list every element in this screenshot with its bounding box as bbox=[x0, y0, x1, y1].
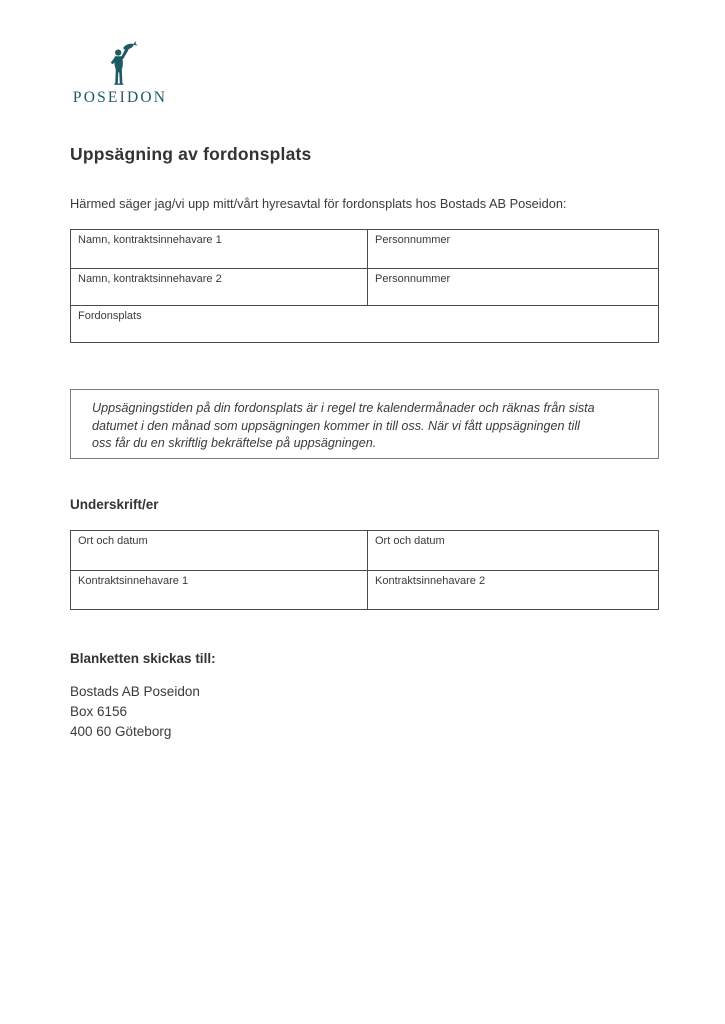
address-line-city: 400 60 Göteborg bbox=[70, 724, 172, 739]
notice-line: oss får du en skriftlig bekräftelse på uppsägningen. bbox=[92, 436, 377, 450]
field-signature-holder1: Kontraktsinnehavare 1 bbox=[71, 571, 368, 609]
notice-box bbox=[70, 389, 659, 459]
table-row bbox=[71, 230, 658, 268]
address-line-company: Bostads AB Poseidon bbox=[70, 684, 200, 699]
field-name-holder2: Namn, kontraktsinnehavare 2 bbox=[71, 269, 368, 305]
signature-table bbox=[70, 530, 659, 610]
table-row bbox=[71, 268, 658, 305]
field-fordonsplats: Fordonsplats bbox=[78, 310, 142, 322]
field-place-date-2: Ort och datum bbox=[375, 535, 445, 547]
field-personnummer-1: Personnummer bbox=[375, 234, 451, 246]
table-row bbox=[71, 570, 658, 609]
notice-line: datumet i den månad som uppsägningen kommer in till oss. När vi fått uppsägningen till bbox=[92, 418, 580, 433]
notice-line: Uppsägningstiden på din fordonsplats är i regel tre kalendermånader och räknas från sista bbox=[92, 401, 595, 415]
company-logo bbox=[72, 40, 168, 107]
table-row bbox=[71, 531, 658, 570]
send-to-heading: Blanketten skickas till: bbox=[70, 651, 216, 666]
address-line-box: Box 6156 bbox=[70, 704, 128, 719]
field-name-holder1: Namn, kontraktsinnehavare 1 bbox=[71, 230, 368, 268]
field-signature-holder2: Kontraktsinnehavare 2 bbox=[375, 575, 486, 587]
intro-text: Härmed säger jag/vi upp mitt/vårt hyresavtal för fordonsplats hos Bostads AB Poseidon: bbox=[70, 196, 567, 211]
field-personnummer-2: Personnummer bbox=[375, 273, 451, 285]
poseidon-statue-icon bbox=[98, 40, 142, 88]
signatures-heading: Underskrift/er bbox=[70, 497, 159, 512]
table-row bbox=[71, 305, 658, 342]
company-name: POSEIDON bbox=[72, 89, 168, 106]
details-table bbox=[70, 229, 659, 343]
page-title: Uppsägning av fordonsplats bbox=[70, 144, 312, 164]
field-place-date-1: Ort och datum bbox=[71, 531, 368, 570]
mailing-address bbox=[70, 682, 200, 742]
